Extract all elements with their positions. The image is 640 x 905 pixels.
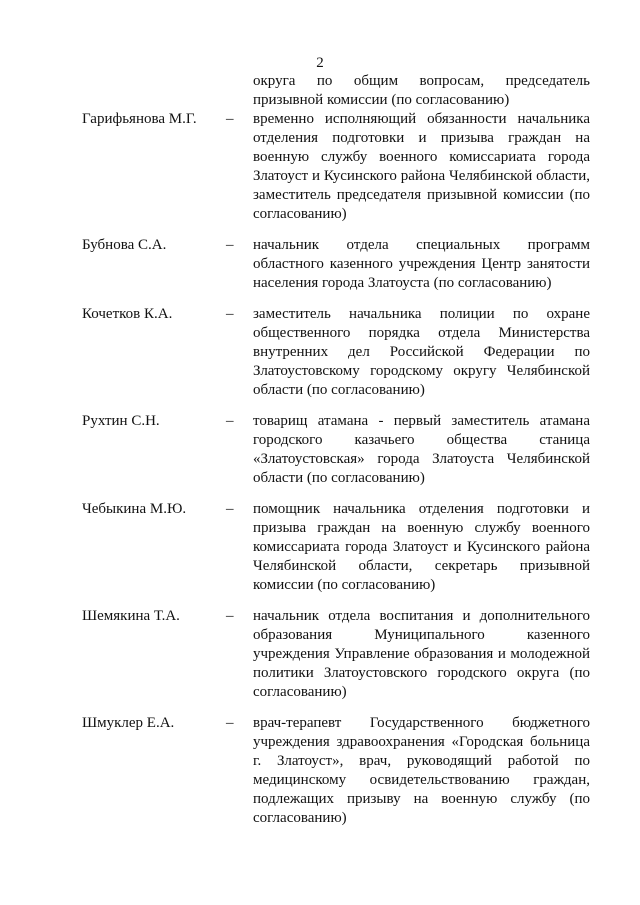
page-number: 2 [316, 55, 324, 71]
entry-dash: – [226, 413, 234, 429]
member-description: помощник начальника отделения подготовки и призыва граждан на военную службу военного комиссариата города Златоуст и Кусинского района Челябинской области, секретарь призывной комиссии (по согласованию) [253, 501, 590, 593]
entry-dash: – [226, 608, 234, 624]
continuation-description: округа по общим вопросам, председатель призывной комиссии (по согласованию) [253, 73, 590, 108]
member-description: начальник отдела воспитания и дополнительного образования Муниципального казенного учреждения Управление образования и молодежной политики Златоустовского городского округа (по согласованию) [253, 608, 590, 700]
member-entry [0, 236, 640, 293]
entry-dash: – [226, 306, 234, 322]
member-entry [0, 500, 640, 595]
member-name: Рухтин С.Н. [82, 413, 160, 429]
entry-dash: – [226, 715, 234, 731]
member-description: заместитель начальника полиции по охране общественного порядка отдела Министерства внутренних дел Российской Федерации по Златоустовскому городскому округу Челябинской области (по согласованию) [253, 306, 590, 398]
member-name: Шемякина Т.А. [82, 608, 180, 624]
member-name: Кочетков К.А. [82, 306, 173, 322]
member-entry [0, 714, 640, 828]
member-description: временно исполняющий обязанности начальника отделения подготовки и призыва граждан на военную службу военного комиссариата города Златоуст и Кусинского района Челябинской области, заместитель председателя призывной комиссии (по согласованию) [253, 111, 590, 222]
member-name: Чебыкина М.Ю. [82, 501, 187, 517]
member-entry [0, 607, 640, 702]
entry-dash: – [226, 501, 234, 517]
member-entry [0, 110, 640, 224]
member-description: начальник отдела специальных программ областного казенного учреждения Центр занятости населения города Златоуста (по согласованию) [253, 237, 590, 291]
member-entry [0, 412, 640, 488]
member-description: врач-терапевт Государственного бюджетного учреждения здравоохранения «Городская больница г. Златоуст», врач, руководящий работой по медицинскому освидетельствованию граждан, подлежащих призыву на военную службу (по согласованию) [253, 715, 590, 826]
commission-member-list [0, 110, 640, 840]
member-name: Шмуклер Е.А. [82, 715, 175, 731]
member-entry [0, 305, 640, 400]
entry-dash: – [226, 111, 234, 127]
entry-dash: – [226, 237, 234, 253]
member-name: Бубнова С.А. [82, 237, 167, 253]
member-description: товарищ атамана - первый заместитель атамана городского казачьего общества станица «Златоустовская» города Златоуста Челябинской области (по согласованию) [253, 413, 590, 486]
member-name: Гарифьянова М.Г. [82, 111, 197, 127]
